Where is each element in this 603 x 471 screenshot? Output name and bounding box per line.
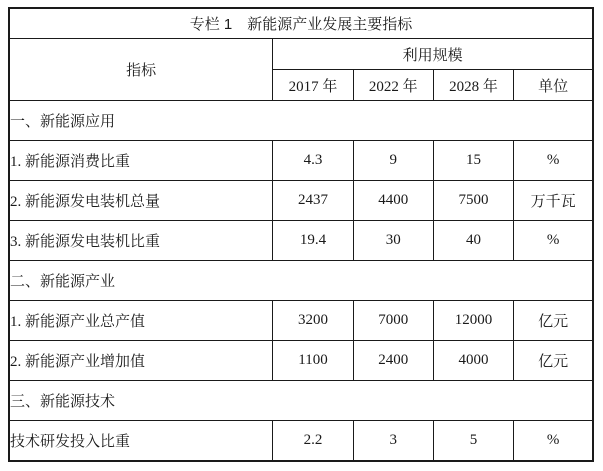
indicator-label: 2. 新能源产业增加值 — [9, 341, 273, 381]
col-header-2028: 2028 年 — [433, 70, 513, 101]
col-header-2022: 2022 年 — [353, 70, 433, 101]
value-cell: 2400 — [353, 341, 433, 381]
col-header-unit: 单位 — [514, 70, 593, 101]
value-cell: 1100 — [273, 341, 353, 381]
section-label: 二、新能源产业 — [9, 261, 593, 301]
table-row — [9, 181, 593, 221]
unit-cell: % — [514, 221, 593, 261]
value-cell: 40 — [433, 221, 513, 261]
value-cell: 3 — [353, 421, 433, 462]
indicator-label: 1. 新能源产业总产值 — [9, 301, 273, 341]
indicators-table — [8, 7, 594, 462]
value-cell: 4.3 — [273, 141, 353, 181]
indicator-label: 2. 新能源发电装机总量 — [9, 181, 273, 221]
table-row — [9, 421, 593, 462]
value-cell: 4400 — [353, 181, 433, 221]
value-cell: 4000 — [433, 341, 513, 381]
title-row — [9, 8, 593, 39]
col-header-2017: 2017 年 — [273, 70, 353, 101]
unit-cell: 亿元 — [514, 301, 593, 341]
unit-cell: 万千瓦 — [514, 181, 593, 221]
unit-cell: % — [514, 421, 593, 462]
table-row — [9, 141, 593, 181]
table-title: 专栏 1 新能源产业发展主要指标 — [9, 8, 593, 39]
value-cell: 12000 — [433, 301, 513, 341]
section-label: 三、新能源技术 — [9, 381, 593, 421]
header-utilization-scale: 利用规模 — [273, 39, 593, 70]
value-cell: 7500 — [433, 181, 513, 221]
value-cell: 7000 — [353, 301, 433, 341]
section-label: 一、新能源应用 — [9, 101, 593, 141]
section-row — [9, 261, 593, 301]
indicator-label: 技术研发投入比重 — [9, 421, 273, 462]
table-row — [9, 221, 593, 261]
section-row — [9, 381, 593, 421]
value-cell: 15 — [433, 141, 513, 181]
table-row — [9, 301, 593, 341]
indicator-label: 3. 新能源发电装机比重 — [9, 221, 273, 261]
unit-cell: % — [514, 141, 593, 181]
unit-cell: 亿元 — [514, 341, 593, 381]
header-group-row — [9, 39, 593, 70]
table-row — [9, 341, 593, 381]
value-cell: 19.4 — [273, 221, 353, 261]
value-cell: 3200 — [273, 301, 353, 341]
value-cell: 9 — [353, 141, 433, 181]
value-cell: 2.2 — [273, 421, 353, 462]
value-cell: 30 — [353, 221, 433, 261]
value-cell: 5 — [433, 421, 513, 462]
header-indicator: 指标 — [9, 39, 273, 101]
indicator-label: 1. 新能源消费比重 — [9, 141, 273, 181]
section-row — [9, 101, 593, 141]
value-cell: 2437 — [273, 181, 353, 221]
